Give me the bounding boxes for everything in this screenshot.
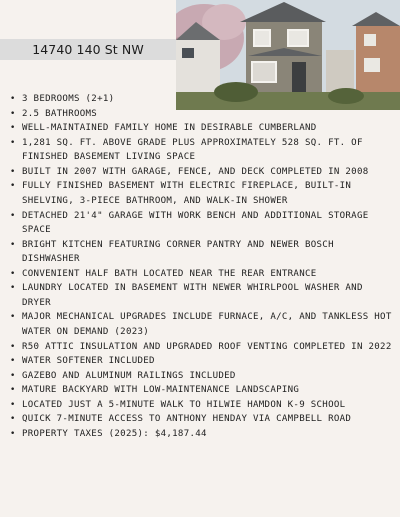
list-item: • MATURE BACKYARD WITH LOW-MAINTENANCE LANDSCAPING [8, 383, 396, 398]
list-item: • PROPERTY TAXES (2025): $4,187.44 [8, 427, 396, 442]
list-item: • CONVENIENT HALF BATH LOCATED NEAR THE REAR ENTRANCE [8, 267, 396, 282]
list-item: • GAZEBO AND ALUMINUM RAILINGS INCLUDED [8, 369, 396, 384]
list-item: • LOCATED JUST A 5-MINUTE WALK TO HILWIE HAMDON K-9 SCHOOL [8, 398, 396, 413]
list-item: • BRIGHT KITCHEN FEATURING CORNER PANTRY AND NEWER BOSCH DISHWASHER [8, 238, 396, 267]
list-item: • DETACHED 21'4" GARAGE WITH WORK BENCH AND ADDITIONAL STORAGE SPACE [8, 209, 396, 238]
list-item: • 3 BEDROOMS (2+1) [8, 92, 396, 107]
list-item: • QUICK 7-MINUTE ACCESS TO ANTHONY HENDAY VIA CAMPBELL ROAD [8, 412, 396, 427]
list-item: • R50 ATTIC INSULATION AND UPGRADED ROOF VENTING COMPLETED IN 2022 [8, 340, 396, 355]
list-item: • WELL-MAINTAINED FAMILY HOME IN DESIRABLE CUMBERLAND [8, 121, 396, 136]
list-item: • BUILT IN 2007 WITH GARAGE, FENCE, AND DECK COMPLETED IN 2008 [8, 165, 396, 180]
list-item: • FULLY FINISHED BASEMENT WITH ELECTRIC FIREPLACE, BUILT-IN SHELVING, 3-PIECE BATHROOM, AND WALK-IN SHOWER [8, 179, 396, 208]
list-item: • LAUNDRY LOCATED IN BASEMENT WITH NEWER WHIRLPOOL WASHER AND DRYER [8, 281, 396, 310]
feature-list [8, 92, 396, 442]
list-item: • 1,281 SQ. FT. ABOVE GRADE PLUS APPROXIMATELY 528 SQ. FT. OF FINISHED BASEMENT LIVING SPACE [8, 136, 396, 165]
list-item: • MAJOR MECHANICAL UPGRADES INCLUDE FURNACE, A/C, AND TANKLESS HOT WATER ON DEMAND (2023) [8, 310, 396, 339]
list-item: • 2.5 BATHROOMS [8, 107, 396, 122]
listing-address: 14740 140 St NW [32, 42, 144, 57]
list-item: • WATER SOFTENER INCLUDED [8, 354, 396, 369]
